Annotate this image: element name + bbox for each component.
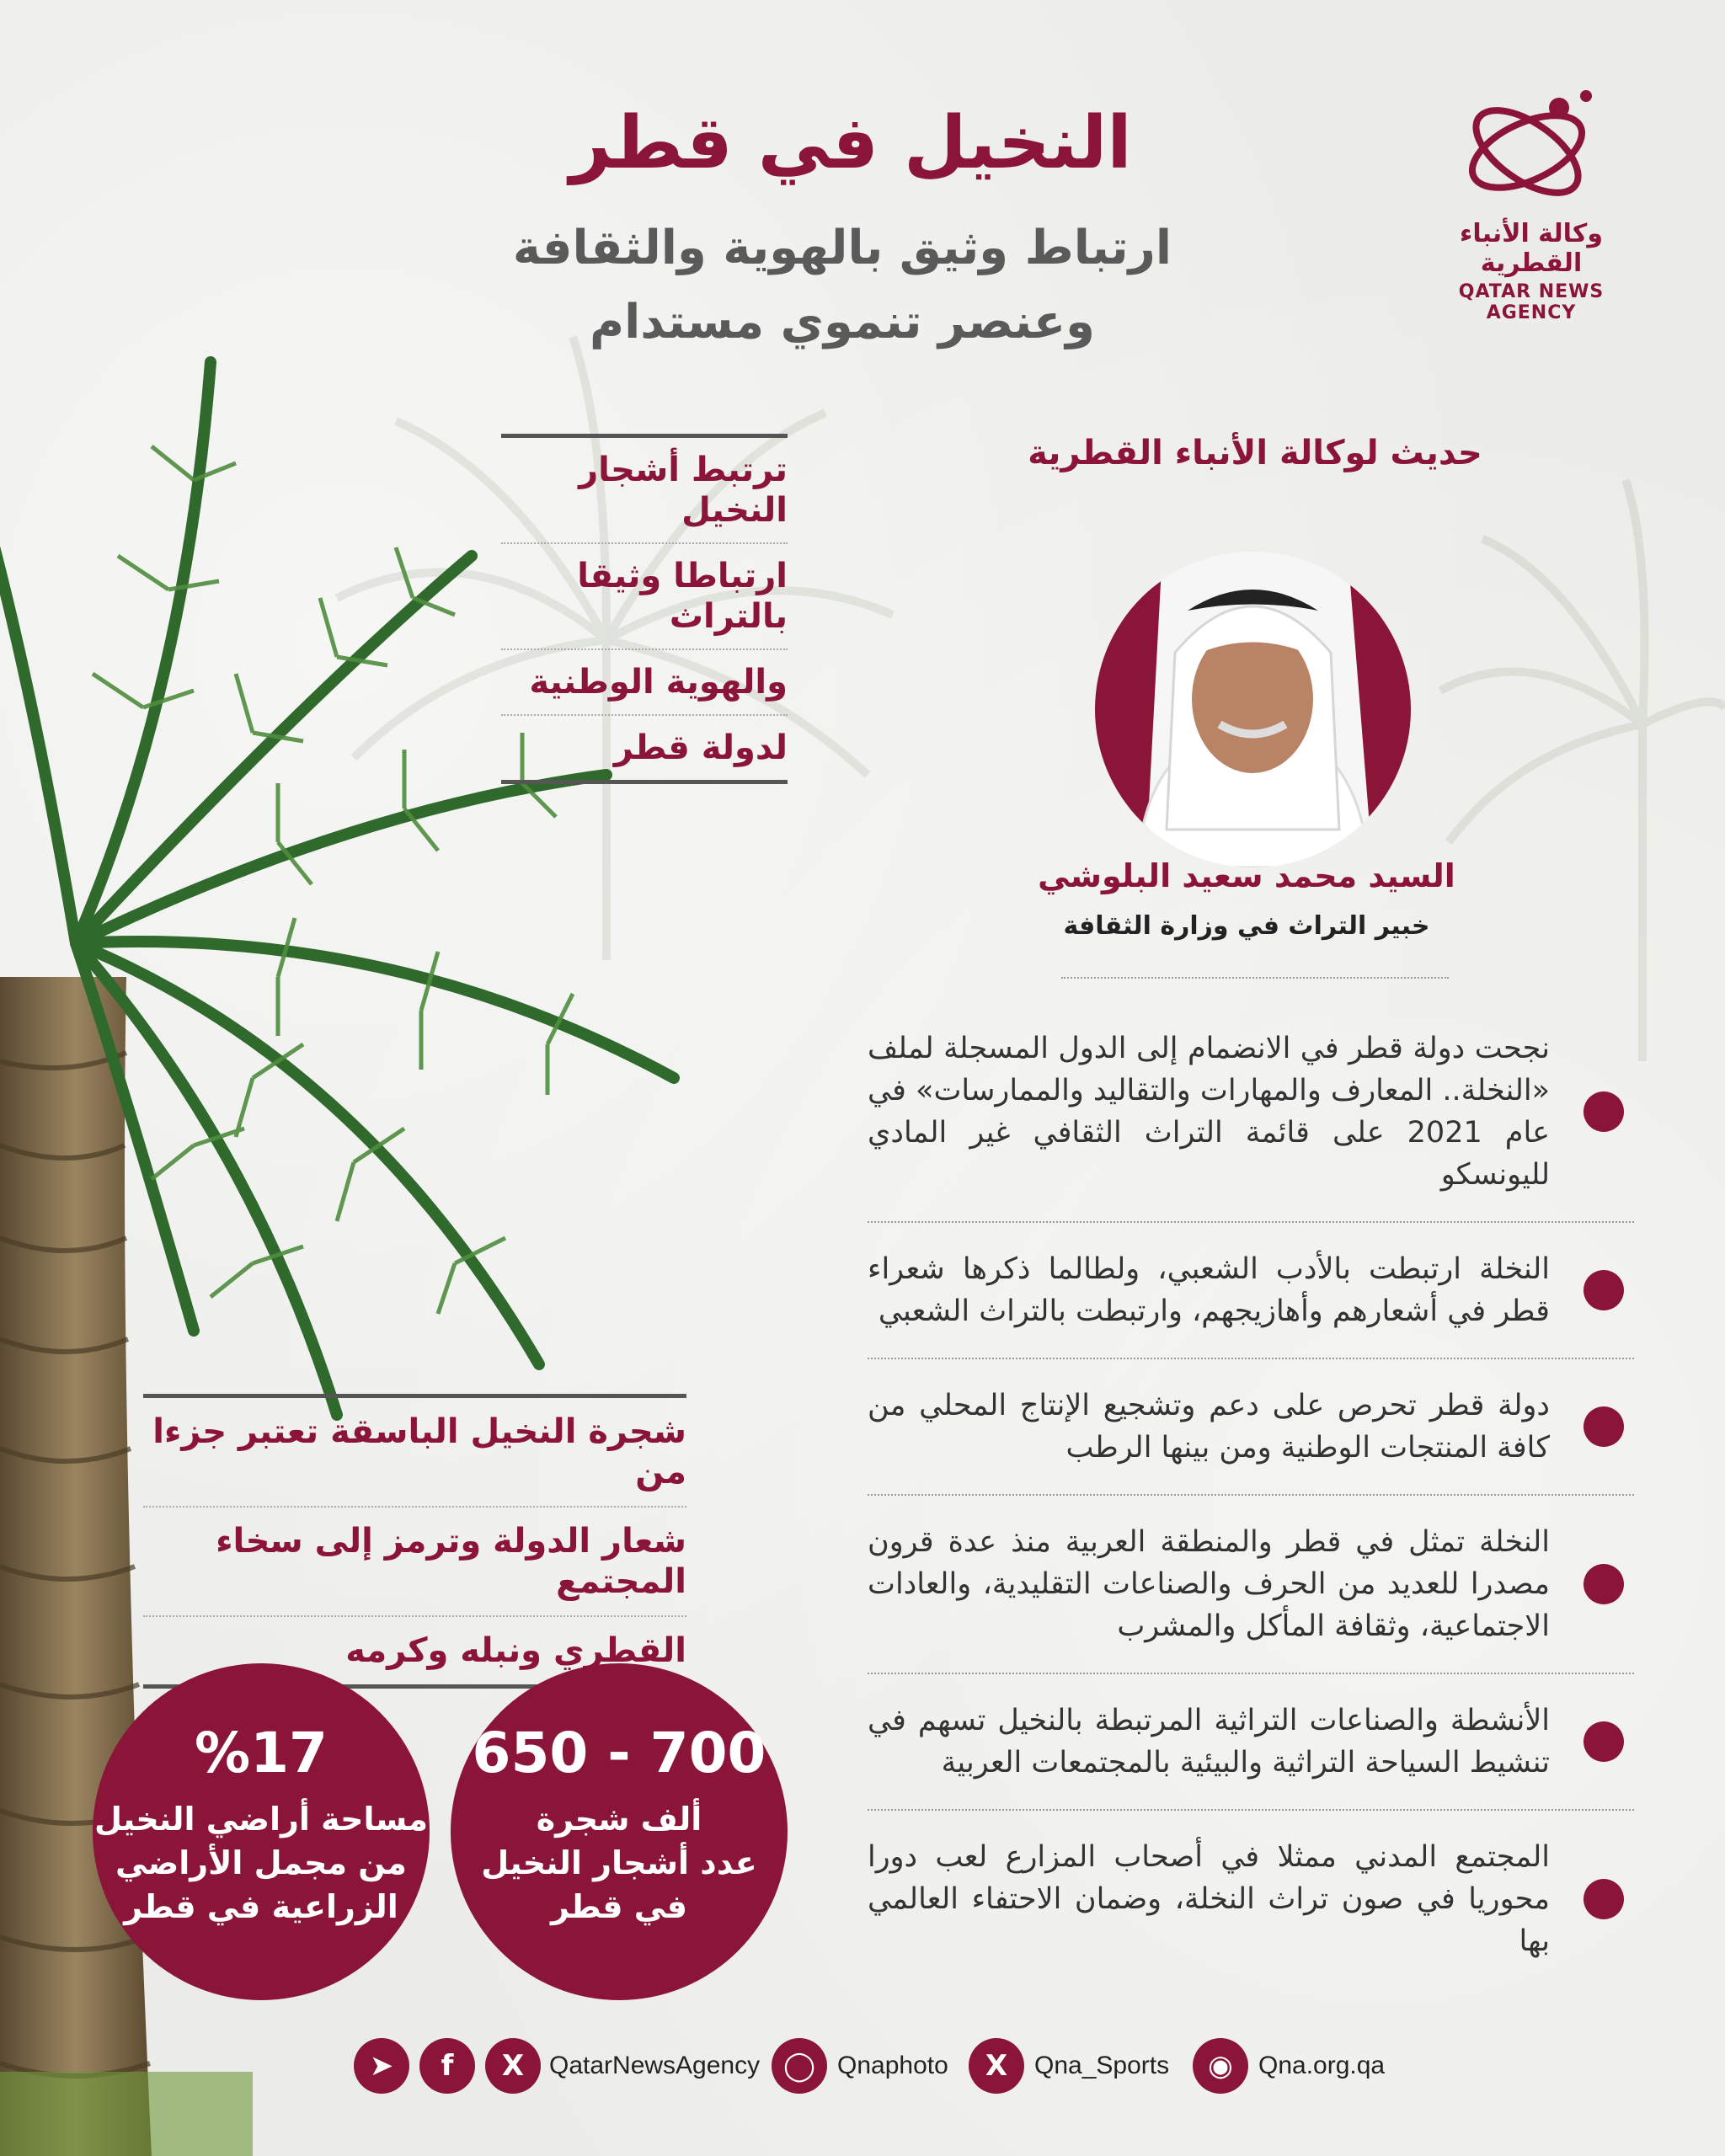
quote-line: شجرة النخيل الباسقة تعتبر جزءا من <box>143 1398 686 1508</box>
social-footer <box>354 2038 1386 2099</box>
bullet-dot-icon <box>1583 1270 1624 1310</box>
stat-label: من مجمل الأراضي <box>115 1844 407 1881</box>
bullet-dot-icon <box>1583 1564 1624 1604</box>
instagram-handle-link[interactable]: Qnaphoto <box>837 2052 948 2079</box>
quote-box-bottom <box>143 1394 686 1689</box>
bullet-dot-icon <box>1583 1879 1624 1919</box>
interview-title: حديث لوكالة الأنباء القطرية <box>1028 434 1482 472</box>
list-item-text: المجتمع المدني ممثلا في أصحاب المزارع لعب دورا محوريا في صون تراث النخلة، وضمان الاحتفاء العالمي بها <box>868 1840 1550 1958</box>
quote-line: والهوية الوطنية <box>501 650 788 716</box>
qna-logo <box>1422 84 1641 323</box>
stat-circle-trees <box>451 1663 788 2000</box>
stat-label: الزراعية في قطر <box>124 1888 398 1925</box>
list-item <box>868 1002 1634 1223</box>
stat-label: في قطر <box>550 1888 688 1925</box>
quote-line: شعار الدولة وترمز إلى سخاء المجتمع <box>143 1508 686 1617</box>
portrait-illustration <box>1095 552 1411 867</box>
x-icon[interactable]: X <box>485 2038 541 2094</box>
logo-name-english: QATAR NEWS AGENCY <box>1458 281 1605 323</box>
facebook-icon[interactable]: f <box>419 2038 475 2094</box>
quote-line: القطري ونبله وكرمه <box>345 1631 686 1670</box>
logo-name-arabic: وكالة الأنباء القطرية <box>1460 219 1603 278</box>
stat-value: %17 <box>195 1721 328 1785</box>
qna-logo-mark <box>1460 84 1603 211</box>
social-handle-link[interactable]: QatarNewsAgency <box>549 2052 761 2079</box>
quote-line: ارتباطا وثيقا بالتراث <box>501 544 788 650</box>
subtitle-line-2: وعنصر تنموي مستدام <box>590 295 1095 350</box>
stat-value: 650 - 700 <box>472 1721 766 1785</box>
list-item <box>868 1496 1634 1674</box>
page-title: النخيل في قطر <box>569 101 1132 185</box>
x-sports-handle-link[interactable]: Qna_Sports <box>1034 2052 1170 2079</box>
bullet-dot-icon <box>1583 1721 1624 1762</box>
ghost-palm-right <box>1432 472 1725 1061</box>
list-item-text: النخلة ارتبطت بالأدب الشعبي، ولطالما ذكرها شعراء قطر في أشعارهم وأهازيجهم، وارتبطت بالتراث الشعبي <box>868 1252 1550 1328</box>
list-item-text: نجحت دولة قطر في الانضمام إلى الدول المسجلة لملف «النخلة.. المعارف والمهارات والتقاليد والممارسات» في عام 2021 على قائمة التراث الثقافي غير المادي لليونسكو <box>868 1032 1550 1192</box>
website-link[interactable]: Qna.org.qa <box>1258 2052 1386 2079</box>
list-item <box>868 1674 1634 1811</box>
list-item <box>868 1223 1634 1359</box>
stat-label: مساحة أراضي النخيل <box>93 1801 429 1838</box>
stat-label: ألف شجرة <box>536 1801 702 1838</box>
stat-circle-area <box>93 1663 430 2000</box>
x-icon[interactable]: X <box>969 2038 1024 2094</box>
quote-box-top <box>501 434 788 784</box>
bullet-dot-icon <box>1583 1406 1624 1447</box>
person-name: السيد محمد سعيد البلوشي <box>1038 857 1455 894</box>
telegram-icon[interactable]: ➤ <box>354 2038 409 2094</box>
portrait-photo <box>1095 552 1411 867</box>
list-item-text: دولة قطر تحرص على دعم وتشجيع الإنتاج المحلي من كافة المنتجات الوطنية ومن بينها الرطب <box>868 1389 1550 1465</box>
quote-line: لدولة قطر <box>613 728 788 767</box>
divider <box>1061 977 1449 979</box>
list-item <box>868 1811 1634 1988</box>
bullet-list <box>868 1002 1634 1988</box>
stat-label: عدد أشجار النخيل <box>481 1844 757 1881</box>
list-item <box>868 1359 1634 1496</box>
bullet-dot-icon <box>1583 1091 1624 1132</box>
list-item-text: الأنشطة والصناعات التراثية المرتبطة بالنخيل تسهم في تنشيط السياحة التراثية والبيئية بالمجتمعات العربية <box>868 1704 1550 1780</box>
globe-icon[interactable]: ◉ <box>1193 2038 1248 2094</box>
instagram-icon[interactable]: ◯ <box>772 2038 827 2094</box>
quote-line: ترتبط أشجار النخيل <box>501 438 788 544</box>
subtitle-line-1: ارتباط وثيق بالهوية والثقافة <box>512 221 1172 275</box>
person-role: خبير التراث في وزارة الثقافة <box>1063 911 1430 941</box>
list-item-text: النخلة تمثل في قطر والمنطقة العربية منذ عدة قرون مصدرا للعديد من الحرف والصناعات التقليدية، والعادات الاجتماعية، وثقافة المأكل والمشرب <box>868 1525 1550 1643</box>
